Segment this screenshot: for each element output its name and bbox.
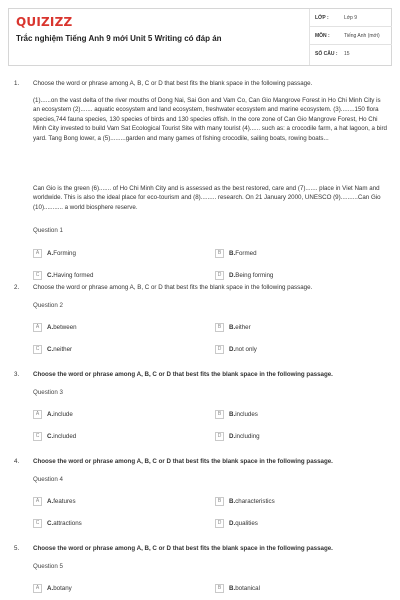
question-number: 4. [14, 458, 20, 465]
option-box: D [215, 519, 224, 528]
option-box: A [33, 410, 42, 419]
question-prompt: Choose the word or phrase among A, B, C or D that best fits the blank space in the following passage. [33, 545, 333, 552]
option-text: between [53, 323, 77, 331]
question-number: 2. [14, 284, 20, 291]
option-letter: B. [229, 249, 236, 257]
option-box: A [33, 497, 42, 506]
option-box: A [33, 584, 42, 593]
passage-paragraph-1: (1)......on the vast delta of the river mouths of Dong Nai, Sai Gon and Vam Co, Can Gio Mangrove Forest in Ho Chi Minh City is an ecosystem (2)....... aquatic ecosystem and land ecosystem, freshwater ecosystem and marine ecosystem. (3)........150 flora species,744 fauna species, 130 species of birds and 130 species offish. In the core zone of Can Gio Mangrove Forest, Ho Chi Minh City invested to build Vam Sat Ecological Tourist Site with many tourist (4)...... such as: a crocodile farm, a hat lagoon, a bird yard. Tang Bong lower, a (5).........garden and many games of fishing crocodile, sailing boats, rowing boats... [33, 97, 387, 142]
option-text: botanical [235, 584, 260, 592]
question-prompt: Choose the word or phrase among A, B, C or D that best fits the blank space in the following passage. [33, 80, 313, 87]
option-box: B [215, 584, 224, 593]
option-text: neither [53, 345, 73, 353]
question-label: Question 3 [33, 389, 63, 396]
option-letter: C. [47, 345, 54, 353]
question-number: 1. [14, 80, 20, 87]
option-b[interactable] [215, 582, 375, 594]
meta-value: 15 [344, 51, 350, 57]
option-box: B [215, 323, 224, 332]
option-letter: B. [229, 323, 236, 331]
meta-value: Tiếng Anh (mới) [344, 32, 380, 39]
option-text: not only [235, 345, 257, 353]
option-box: A [33, 323, 42, 332]
question-prompt: Choose the word or phrase among A, B, C or D that best fits the blank space in the following passage. [33, 458, 333, 465]
meta-table [309, 9, 392, 65]
meta-row-subject [310, 27, 392, 45]
option-box: A [33, 249, 42, 258]
option-letter: A. [47, 584, 54, 592]
option-box: C [33, 519, 42, 528]
option-letter: C. [47, 271, 54, 279]
option-d[interactable] [215, 269, 375, 281]
option-text: includes [235, 410, 258, 418]
option-box: D [215, 432, 224, 441]
option-a[interactable] [33, 408, 193, 420]
option-box: C [33, 271, 42, 280]
option-text: Forming [53, 249, 76, 257]
option-a[interactable] [33, 495, 193, 507]
option-text: botany [53, 584, 72, 592]
option-text: including [235, 432, 260, 440]
option-box: D [215, 345, 224, 354]
option-c[interactable] [33, 343, 193, 355]
option-box: D [215, 271, 224, 280]
meta-key: SỐ CÂU : [315, 51, 338, 57]
option-b[interactable] [215, 495, 375, 507]
passage-paragraph-2: Can Gio is the green (6)....... of Ho Chi Minh City and is assessed as the best restored, care and (7)....... place in Viet Nam and worldwide. This is also the ideal place for eco-tourism and (8)......... research. On 21 January 2000, UNESCO (9)..........Can Gio (10)........... a world biosphere reserve. [33, 185, 381, 211]
option-box: B [215, 249, 224, 258]
option-text: attractions [53, 519, 82, 527]
question-label: Question 1 [33, 227, 63, 234]
question-number: 5. [14, 545, 20, 552]
meta-value: Lớp 9 [344, 14, 358, 21]
worksheet-header [8, 8, 392, 66]
option-letter: D. [229, 432, 236, 440]
option-letter: B. [229, 584, 236, 592]
question-label: Question 2 [33, 302, 63, 309]
question-list [0, 66, 400, 600]
option-letter: C. [47, 519, 54, 527]
question-label: Question 4 [33, 476, 63, 483]
option-b[interactable] [215, 408, 375, 420]
option-text: Formed [235, 249, 257, 257]
option-b[interactable] [215, 321, 375, 333]
option-a[interactable] [33, 582, 193, 594]
option-box: C [33, 432, 42, 441]
quizizz-logo: QUIZIZZ [16, 15, 73, 29]
option-letter: C. [47, 432, 54, 440]
meta-row-count [310, 45, 392, 63]
option-text: include [53, 410, 73, 418]
meta-key: LỚP : [315, 14, 329, 21]
option-text: Having formed [53, 271, 94, 279]
meta-row-class [310, 9, 392, 27]
option-letter: B. [229, 410, 236, 418]
option-d[interactable] [215, 343, 375, 355]
option-c[interactable] [33, 430, 193, 442]
option-letter: D. [229, 345, 236, 353]
option-text: qualities [235, 519, 258, 527]
question-number: 3. [14, 371, 20, 378]
option-a[interactable] [33, 247, 193, 259]
option-letter: D. [229, 519, 236, 527]
option-letter: A. [47, 323, 54, 331]
question-label: Question 5 [33, 563, 63, 570]
option-box: B [215, 410, 224, 419]
option-box: B [215, 497, 224, 506]
option-letter: D. [229, 271, 236, 279]
option-c[interactable] [33, 517, 193, 529]
option-d[interactable] [215, 517, 375, 529]
option-letter: A. [47, 249, 54, 257]
option-b[interactable] [215, 247, 375, 259]
option-text: characteristics [235, 497, 275, 505]
option-text: either [235, 323, 251, 331]
question-prompt: Choose the word or phrase among A, B, C or D that best fits the blank space in the following passage. [33, 371, 333, 378]
option-c[interactable] [33, 269, 193, 281]
option-text: Being forming [235, 271, 274, 279]
option-letter: B. [229, 497, 236, 505]
meta-key: MÔN : [315, 32, 330, 39]
option-a[interactable] [33, 321, 193, 333]
option-letter: A. [47, 497, 54, 505]
page-title: Trắc nghiệm Tiếng Anh 9 mới Unit 5 Writing có đáp án [16, 34, 222, 43]
option-text: features [53, 497, 76, 505]
option-text: included [53, 432, 77, 440]
option-letter: A. [47, 410, 54, 418]
option-d[interactable] [215, 430, 375, 442]
question-prompt: Choose the word or phrase among A, B, C or D that best fits the blank space in the following passage. [33, 284, 313, 291]
option-box: C [33, 345, 42, 354]
